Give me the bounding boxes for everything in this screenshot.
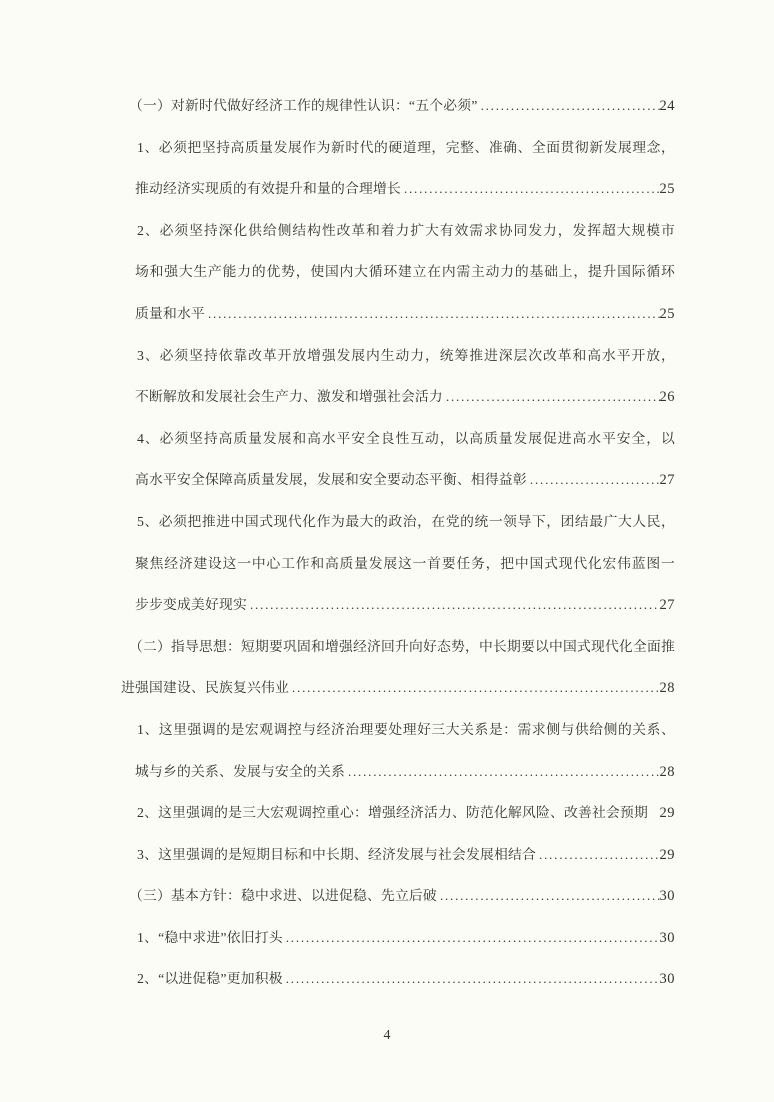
toc-line: 3、必须坚持依靠改革开放增强发展内生动力，统筹推进深层次改革和高水平开放， — [137, 347, 675, 363]
toc-entry-text: 推动经济实现质的有效提升和量的合理增长 — [135, 181, 401, 197]
toc-line — [135, 751, 675, 793]
toc-entry — [121, 958, 675, 1000]
toc-line — [135, 293, 675, 335]
toc-page-number: 29 — [659, 846, 675, 863]
toc-line: 2、必须坚持深化供给侧结构性改革和着力扩大有效需求协同发力，发挥超大规模市 — [137, 222, 675, 238]
dot-leader — [437, 875, 660, 917]
dot-leader — [345, 751, 660, 793]
dot-leader — [283, 958, 660, 1000]
toc-line — [135, 834, 675, 876]
toc-entry-text: 3、这里强调的是短期目标和中长期、经济发展与社会发展相结合 — [137, 846, 537, 862]
toc-page-number: 24 — [659, 98, 675, 114]
toc-page-number: 30 — [659, 888, 675, 905]
toc-line: 1、这里强调的是宏观调控与经济治理要处理好三大关系是：需求侧与供给侧的关系、 — [137, 721, 675, 737]
toc-line — [121, 875, 675, 917]
toc-line: 场和强大生产能力的优势，使国内大循环建立在内需主动力的基础上，提升国际循环 — [135, 264, 675, 280]
toc-line: 4、必须坚持高质量发展和高水平安全良性互动，以高质量发展促进高水平安全，以 — [137, 430, 675, 446]
toc-line: 5、必须把推进中国式现代化作为最大的政治，在党的统一领导下，团结最广大人民， — [137, 513, 675, 529]
page-footer — [0, 1026, 774, 1046]
toc-entry-text: 质量和水平 — [135, 305, 205, 321]
dot-leader — [205, 293, 660, 335]
toc-entry — [121, 917, 675, 959]
dot-leader — [478, 85, 660, 127]
toc-entry — [121, 792, 675, 834]
toc-line: 1、必须把坚持高质量发展作为新时代的硬道理，完整、准确、全面贯彻新发展理念， — [137, 139, 675, 155]
toc-page-number: 26 — [659, 389, 675, 406]
toc-line: 聚焦经济建设这一中心工作和高质量发展这一首要任务，把中国式现代化宏伟蓝图一 — [135, 555, 675, 571]
toc-page-number: 28 — [659, 680, 675, 697]
toc-page-number: 27 — [659, 597, 675, 614]
toc-entry-text: 1、“稳中求进”依旧打头 — [137, 929, 283, 945]
toc-page-number: 29 — [659, 805, 675, 822]
toc-page-number: 30 — [659, 971, 675, 988]
toc-page-number: 28 — [659, 763, 675, 780]
toc-page-number: 30 — [659, 929, 675, 946]
toc-line — [135, 792, 675, 834]
toc-line — [135, 376, 675, 418]
toc-line — [135, 917, 675, 959]
dot-leader — [247, 584, 660, 626]
toc-entry-text: （一）对新时代做好经济工作的规律性认识：“五个必须” — [129, 98, 478, 113]
toc-entry — [121, 210, 675, 335]
toc-line: （二）指导思想：短期要巩固和增强经济回升向好态势，中长期要以中国式现代化全面推 — [129, 638, 675, 654]
toc-page-number: 27 — [659, 472, 675, 489]
toc-entry — [121, 418, 675, 501]
toc-entry — [121, 127, 675, 210]
toc-line — [135, 958, 675, 1000]
toc-entry-text: 2、这里强调的是三大宏观调控重心：增强经济活力、防范化解风险、改善社会预期 — [137, 805, 648, 821]
toc-entry-text: 进强国建设、民族复兴伟业 — [121, 680, 289, 696]
dot-leader — [289, 667, 660, 709]
toc-page-number: 25 — [659, 305, 675, 322]
dot-leader — [527, 459, 660, 501]
toc-entry-text: （三）基本方针：稳中求进、以进促稳、先立后破 — [129, 888, 437, 904]
toc-line — [121, 667, 675, 709]
footer-page-number: 4 — [383, 1028, 391, 1043]
toc-entry-text: 高水平安全保障高质量发展，发展和安全要动态平衡、相得益彰 — [135, 472, 527, 488]
toc-line — [135, 584, 675, 626]
toc-entry — [121, 85, 675, 127]
toc-line — [121, 85, 675, 127]
toc-entry — [121, 875, 675, 917]
toc-entry — [121, 626, 675, 709]
toc-entry — [121, 335, 675, 418]
toc-entry-text: 2、“以进促稳”更加积极 — [137, 971, 283, 987]
dot-leader — [443, 376, 660, 418]
toc-line — [135, 459, 675, 501]
toc-page-number: 25 — [659, 181, 675, 198]
toc-entry-text: 城与乡的关系、发展与安全的关系 — [135, 763, 345, 779]
table-of-contents — [121, 85, 675, 1000]
toc-entry — [121, 501, 675, 626]
toc-entry-text: 步步变成美好现实 — [135, 597, 247, 613]
dot-leader — [283, 917, 660, 959]
dot-leader — [536, 834, 659, 876]
dot-leader — [401, 168, 660, 210]
toc-entry-text: 不断解放和发展社会生产力、激发和增强社会活力 — [135, 389, 443, 405]
toc-line — [135, 168, 675, 210]
toc-entry — [121, 709, 675, 792]
toc-entry — [121, 834, 675, 876]
